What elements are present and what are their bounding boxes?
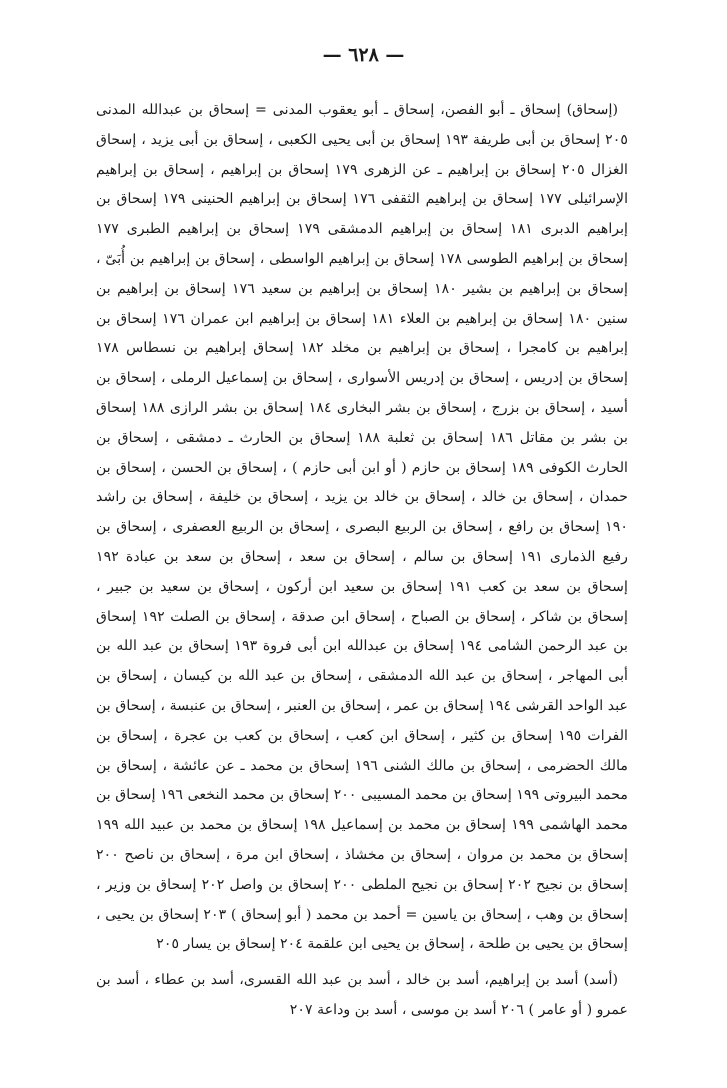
index-entries [96,96,628,1026]
page-number: — ٦٢٨ — [322,44,405,66]
index-entry-ishaq: (إسحاق) إسحاق ـ أبو الفصن، إسحاق ـ أبو يعقوب المدنى = إسحاق بن عبدالله المدنى ٢٠٥ إسحاق بن أبى طريفة ١٩٣ إسحاق بن أبى يحيى الكعبى ، إسحاق بن أبى يزيد ، إسحاق الغزال ٢٠٥ إسحاق بن إبراهيم ـ عن الزهرى ١٧٩ إسحاق بن إبراهيم ، إسحاق بن إبراهيم الإسرائيلى ١٧٧ إسحاق بن إبراهيم الثقفى ١٧٦ إسحاق بن إبراهيم الحنينى ١٧٩ إسحاق بن إبراهيم الدبرى ١٨١ إسحاق بن إبراهيم الدمشقى ١٧٩ إسحاق بن إبراهيم الطبرى ١٧٧ إسحاق بن إبراهيم الطوسى ١٧٨ إسحاق بن إبراهيم الواسطى ، إسحاق بن إبراهيم بن أُبَىّ ، إسحاق بن إبراهيم بن بشير ١٨٠ إسحاق بن إبراهيم بن سعيد ١٧٦ إسحاق بن إبراهيم بن سنين ١٨٠ إسحاق بن إبراهيم بن العلاء ١٨١ إسحاق بن إبراهيم ابن عمران ١٧٦ إسحاق بن إبراهيم بن كامجرا ، إسحاق بن إبراهيم بن مخلد ١٨٢ إسحاق إبراهيم بن نسطاس ١٧٨ إسحاق بن إدريس ، إسحاق بن إدريس الأسوارى ، إسحاق بن إسماعيل الرملى ، إسحاق بن أسيد ، إسحاق بن بزرج ، إسحاق بن بشر البخارى ١٨٤ إسحاق بن بشر الرازى ١٨٨ إسحاق بن بشر بن مقاتل ١٨٦ إسحاق بن ثعلبة ١٨٨ إسحاق بن الحارث ـ دمشقى ، إسحاق بن الحارث الكوفى ١٨٩ إسحاق بن حازم ( أو ابن أبى حازم ) ، إسحاق بن الحسن ، إسحاق بن حمدان ، إسحاق بن خالد ، إسحاق بن خالد بن يزيد ، إسحاق بن خليفة ، إسحاق بن راشد ١٩٠ إسحاق بن رافع ، إسحاق بن الربيع البصرى ، إسحاق بن الربيع العصفرى ، إسحاق بن رفيع الذمارى ١٩١ إسحاق بن سالم ، إسحاق بن سعد ، إسحاق بن سعد بن عبادة ١٩٢ إسحاق بن سعد بن كعب ١٩١ إسحاق بن سعيد ابن أركون ، إسحاق بن سعيد بن جبير ، إسحاق بن شاكر ، إسحاق بن الصباح ، إسحاق ابن صدقة ، إسحاق بن الصلت ١٩٢ إسحاق بن عبد الرحمن الشامى ١٩٤ إسحاق بن عبدالله ابن أبى فروة ١٩٣ إسحاق بن عبد الله بن أبى المهاجر ، إسحاق بن عبد الله الدمشقى ، إسحاق بن عبد الله بن كيسان ، إسحاق بن عبد الواحد القرشى ١٩٤ إسحاق بن عمر ، إسحاق بن العنبر ، إسحاق بن عنبسة ، إسحاق بن الفرات ١٩٥ إسحاق بن كثير ، إسحاق ابن كعب ، إسحاق بن كعب بن عجرة ، إسحاق بن مالك الحضرمى ، إسحاق بن مالك الشنى ١٩٦ إسحاق بن محمد ـ عن عائشة ، إسحاق بن محمد البيروتى ١٩٩ إسحاق بن محمد المسيبى ٢٠٠ إسحاق بن محمد النخعى ١٩٦ إسحاق بن محمد الهاشمى ١٩٩ إسحاق بن محمد بن إسماعيل ١٩٨ إسحاق بن محمد بن عبيد الله ١٩٩ إسحاق بن محمد بن مروان ، إسحاق بن مخشاذ ، إسحاق ابن مرة ، إسحاق بن ناصح ٢٠٠ إسحاق بن نجيح ٢٠٢ إسحاق بن نجيح الملطى ٢٠٠ إسحاق بن واصل ٢٠٢ إسحاق بن وزير ، إسحاق بن وهب ، إسحاق بن ياسين = أحمد بن محمد ( أبو إسحاق ) ٢٠٣ إسحاق بن يحيى ، إسحاق بن يحيى بن طلحة ، إسحاق بن يحيى ابن علقمة ٢٠٤ إسحاق بن يسار ٢٠٥ [96,102,629,953]
index-entry-asad: (أسد) أسد بن إبراهيم، أسد بن خالد ، أسد بن عبد الله القسرى، أسد بن عطاء ، أسد بن عمرو ( أو عامر ) ٢٠٦ أسد بن موسى ، أسد بن وداعة ٢٠٧ [96,972,628,1018]
